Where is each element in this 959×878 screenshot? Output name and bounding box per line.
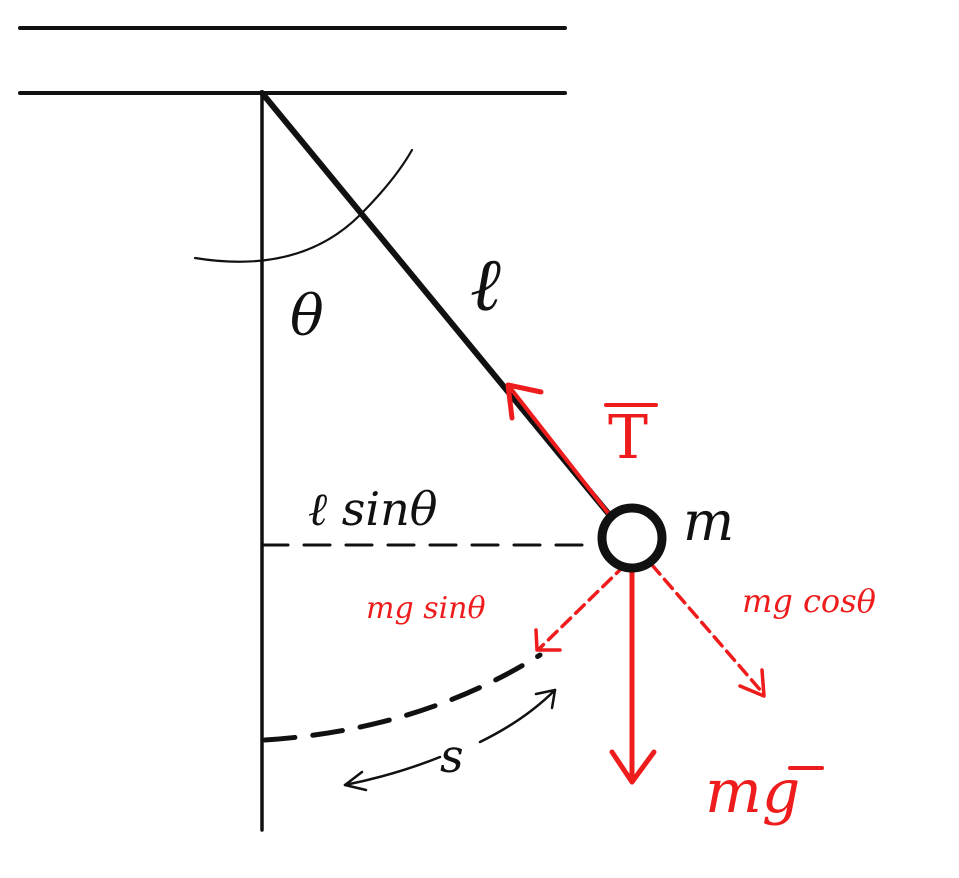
- tension-label: T: [608, 403, 649, 473]
- angle-label: θ: [290, 284, 324, 349]
- weight-arrow: [612, 570, 654, 782]
- radial-component-label: mg cosθ: [742, 582, 876, 620]
- swing-arc-path: [265, 655, 540, 740]
- tension-arrow: [508, 385, 612, 518]
- weight-label: mg: [705, 757, 801, 827]
- mass-label: m: [683, 490, 735, 553]
- pendulum-bob: [602, 508, 662, 568]
- tangential-component-label: mg sinθ: [366, 591, 486, 626]
- angle-arc: [195, 150, 412, 262]
- horizontal-offset-label: ℓ sinθ: [308, 482, 438, 536]
- arc-length-label: s: [440, 729, 464, 783]
- length-label: ℓ: [470, 242, 501, 328]
- tangential-component-arrow: [536, 565, 625, 650]
